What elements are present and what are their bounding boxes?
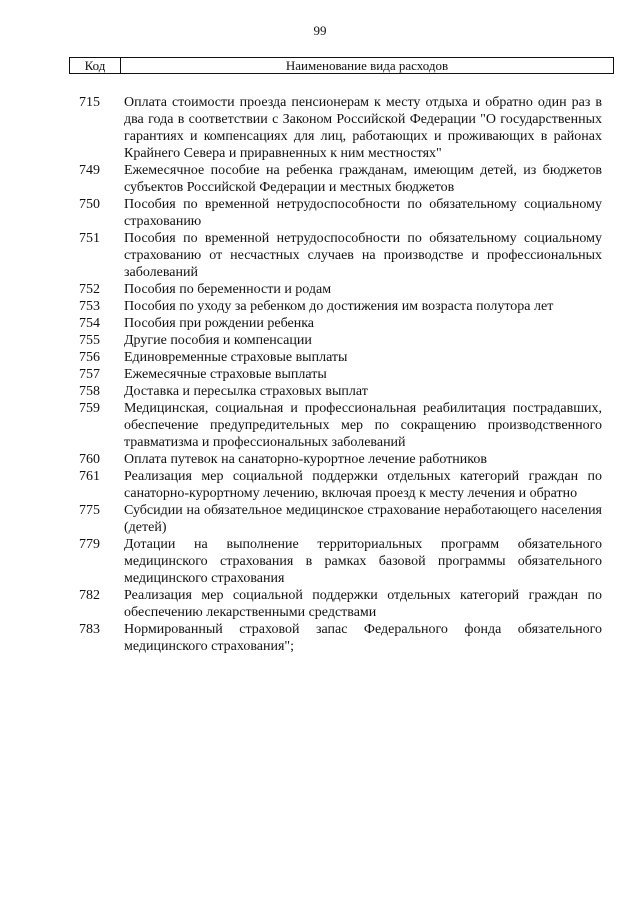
entry-code: 754 [79,316,100,331]
expense-list [69,94,614,655]
entry-text: Реализация мер социальной поддержки отдельных категорий граждан по обеспечению лекарственными средствами [124,588,602,620]
list-item [69,451,614,468]
entry-code: 761 [79,469,100,484]
entry-code: 749 [79,163,100,178]
header-code-label: Код [70,58,121,73]
entry-code: 752 [79,282,100,297]
entry-code: 760 [79,452,100,467]
entry-code: 751 [79,231,100,246]
page-number: 99 [313,23,327,38]
entry-code: 779 [79,537,100,552]
list-item [69,94,614,162]
entry-code: 782 [79,588,100,603]
table-header [69,57,614,74]
entry-code: 757 [79,367,100,382]
entry-code: 753 [79,299,100,314]
entry-code: 750 [79,197,100,212]
entry-text: Дотации на выполнение территориальных программ обязательного медицинского страхования в рамках базовой программы обязательного медицинского страхования [124,537,602,586]
entry-text: Оплата стоимости проезда пенсионерам к месту отдыха и обратно один раз в два года в соответствии с Законом Российской Федерации "О государственных гарантиях и компенсациях для лиц, работающих и проживающих в районах Крайнего Севера и приравненных к ним местностях" [124,95,602,161]
list-item [69,349,614,366]
entry-text: Единовременные страховые выплаты [124,350,348,365]
entry-text: Нормированный страховой запас Федерального фонда обязательного медицинского страхования"; [124,622,602,654]
entry-text: Пособия по временной нетрудоспособности по обязательному социальному страхованию [124,197,602,229]
entry-code: 758 [79,384,100,399]
list-item [69,332,614,349]
entry-code: 783 [79,622,100,637]
list-item [69,587,614,621]
list-item [69,281,614,298]
list-item [69,162,614,196]
entry-code: 759 [79,401,100,416]
entry-text: Медицинская, социальная и профессиональная реабилитация пострадавших, обеспечение предупредительных мер по сокращению производственного травматизма и профессиональных заболеваний [124,401,602,450]
entry-text: Реализация мер социальной поддержки отдельных категорий граждан по санаторно-курортному лечению, включая проезд к месту лечения и обратно [124,469,602,501]
list-item [69,315,614,332]
list-item [69,366,614,383]
entry-text: Пособия по временной нетрудоспособности по обязательному социальному страхованию от несчастных случаев на производстве и профессиональных заболеваний [124,231,602,280]
entry-text: Другие пособия и компенсации [124,333,312,348]
list-item [69,298,614,315]
entry-code: 755 [79,333,100,348]
entry-code: 715 [79,95,100,110]
entry-text: Пособия по беременности и родам [124,282,332,297]
entry-text: Ежемесячное пособие на ребенка гражданам, имеющим детей, из бюджетов субъектов Российской Федерации и местных бюджетов [124,163,602,195]
entry-text: Доставка и пересылка страховых выплат [124,384,368,399]
list-item [69,230,614,281]
entry-text: Оплата путевок на санаторно-курортное лечение работников [124,452,487,467]
list-item [69,502,614,536]
entry-text: Пособия при рождении ребенка [124,316,315,331]
entry-code: 775 [79,503,100,518]
header-name-label: Наименование вида расходов [285,58,449,73]
list-item [69,536,614,587]
list-item [69,196,614,230]
entry-text: Ежемесячные страховые выплаты [124,367,327,382]
list-item [69,383,614,400]
list-item [69,621,614,655]
entry-code: 756 [79,350,100,365]
entry-text: Субсидии на обязательное медицинское страхование неработающего населения (детей) [124,503,602,535]
list-item [69,400,614,451]
list-item [69,468,614,502]
entry-text: Пособия по уходу за ребенком до достижения им возраста полутора лет [124,299,554,314]
